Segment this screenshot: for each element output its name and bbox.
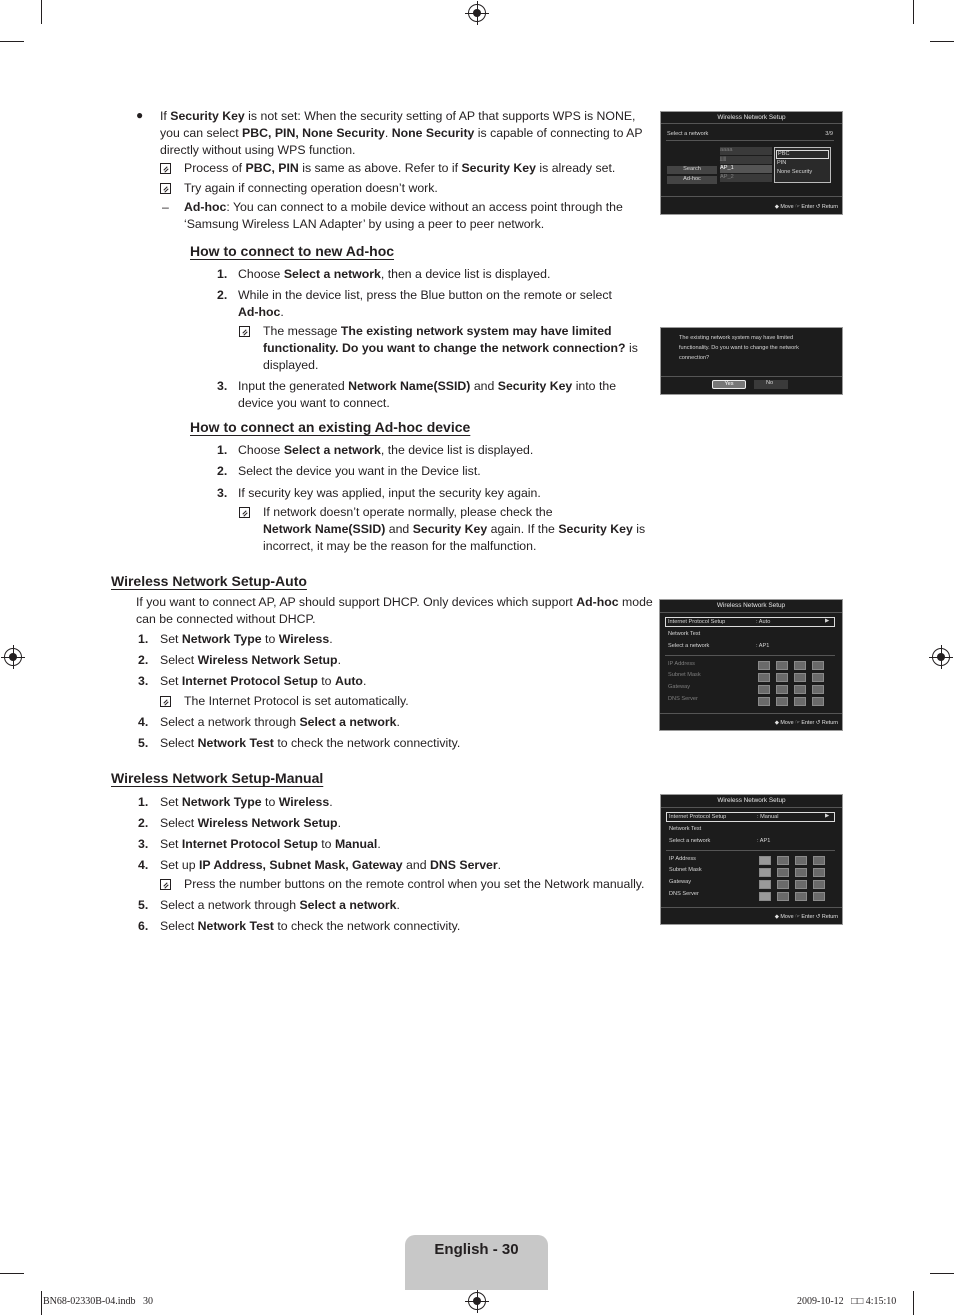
ip-field [794,661,806,670]
ip-field[interactable] [795,856,807,865]
row-label[interactable]: Select a network [669,838,711,844]
text: mode [618,595,653,609]
text: and [470,379,498,393]
text-bold: PBC, PIN [245,161,299,175]
ip-field[interactable] [795,868,807,877]
text: Select a network [283,267,381,281]
row-label: Internet Protocol Setup [668,619,726,625]
existing-adhoc-step-1 [217,442,647,459]
crop-mark [0,1273,24,1274]
screen-footer: ◆ Move ☞ Enter ↺ Return [774,720,838,726]
text: 6. [138,919,149,933]
crop-mark [41,0,42,24]
note-icon [160,163,171,174]
crop-mark [930,41,954,42]
ip-field[interactable] [777,856,789,865]
text: ‘Samsung Wireless LAN Adapter’ by using a peer to peer network. [184,216,545,231]
screen-setup-manual [660,794,843,925]
text: displayed. [263,357,319,372]
message-line: connection? [679,355,710,361]
network-list-item[interactable]: aaaa [720,147,772,155]
heading-manual: Wireless Network Setup-Manual [111,770,324,786]
text: Try again if connecting operation doesn’t work. [184,181,438,195]
step-number: 2. [217,464,228,478]
text: and [385,521,413,536]
text: If security key was applied, input the security key again. [238,486,541,500]
ip-field[interactable] [813,880,825,889]
ip-field [758,697,770,706]
text: to [317,837,335,851]
text: . [377,837,381,851]
footer-date: 2009-10-12 □□ 4:15:10 [797,1296,897,1307]
text: 3. [138,674,149,688]
new-adhoc-note [239,323,649,373]
auto-step-5 [138,735,638,752]
text: . [329,632,333,646]
note-icon [239,326,250,337]
auto-note [160,693,650,710]
text: is already set. [536,161,616,175]
ip-field [812,685,824,694]
row-label: Internet Protocol Setup [669,814,727,820]
text: Select [160,736,198,750]
text: you can select [160,125,243,140]
manual-step-1 [138,794,648,811]
text: can be connected without DHCP. [136,611,316,626]
text: Select [160,816,198,830]
step-number: 2. [217,288,228,302]
ip-field [812,661,824,670]
text: is same as above. Refer to if [298,161,462,175]
text: Select the device you want in the Device list. [238,464,481,478]
ip-row-label: Subnet Mask [669,867,702,873]
text: to check the network connectivity. [273,736,461,750]
screen-footer: ◆ Move ☞ Enter ↺ Return [774,914,838,920]
text: 1. [138,795,149,809]
row-value: : Auto [756,619,771,625]
text: Auto [334,674,363,688]
crop-mark [0,41,24,42]
row-value: : AP1 [757,838,771,844]
ip-field [794,685,806,694]
manual-step-6 [138,918,648,935]
text: . [337,816,341,830]
manual-step-2 [138,815,648,832]
footer-file-name: BN68-02330B-04.indb 30 [43,1296,153,1307]
text: Network Test [197,736,274,750]
text: to [261,632,279,646]
ip-field[interactable] [777,868,789,877]
ip-row-label: IP Address [668,661,695,667]
ip-field [794,697,806,706]
text: and [402,858,430,872]
text: Security Key [497,379,573,393]
manual-step-3 [138,836,648,853]
ip-row-label: Gateway [668,684,691,690]
ip-field[interactable] [759,892,771,901]
text: 1. [138,632,149,646]
text: Process of [184,161,246,175]
ip-field [794,673,806,682]
row-label[interactable]: Select a network [668,643,710,649]
text: 3. [138,837,149,851]
ip-field [812,673,824,682]
ip-field[interactable] [759,856,771,865]
text: 2. [138,816,149,830]
manual-step-4 [138,857,648,874]
text: . [280,304,284,319]
screen-confirm [660,327,843,395]
text: Select [160,919,198,933]
screen-title: Wireless Network Setup [717,797,786,804]
crop-mark [913,1291,914,1315]
registration-mark-icon [468,1292,486,1310]
text: Security Key [412,521,488,536]
text: Wireless Network Setup [197,653,338,667]
existing-adhoc-step-2 [217,463,647,480]
registration-mark-icon [468,4,486,22]
arrow-right-icon[interactable]: ▶ [825,813,830,819]
text: Set [160,795,182,809]
ip-row-label: Subnet Mask [668,672,701,678]
ip-field [776,661,788,670]
text-bold: PBC, PIN, None Security [242,125,385,140]
text: , the device list is displayed. [380,443,534,457]
auto-step-3 [138,673,638,690]
ip-row-label: DNS Server [669,891,699,897]
text: Ad-hoc [238,304,281,319]
text: Set [160,632,182,646]
text: is capable of connecting to AP [474,125,643,140]
text: Network Name(SSID) [348,379,471,393]
auto-step-4 [138,714,638,731]
text: If you want to connect AP, AP should support DHCP. Only devices which support [136,595,577,609]
text: Wireless [278,632,330,646]
text: The message [263,324,341,338]
text: Press the number buttons on the remote control when you set the Network manually. [184,877,645,891]
screen-footer: ◆ Move ☞ Enter ↺ Return [774,204,838,210]
auto-step-2 [138,652,638,669]
page-number-tab [405,1235,548,1290]
text: Internet Protocol Setup [181,674,318,688]
text: . [396,715,400,729]
text: , then a device list is displayed. [380,267,551,281]
ip-field[interactable] [795,880,807,889]
row-label[interactable]: Network Test [668,631,701,637]
ip-field [758,685,770,694]
text: Security Key [558,521,633,536]
text-bold: Security Key [170,109,245,123]
note-process [160,160,650,177]
text: Network Type [181,795,262,809]
screen-page: 3/9 [825,131,833,137]
ip-field [758,673,770,682]
text: . [384,125,392,140]
ip-field[interactable] [759,868,771,877]
existing-adhoc-step-3 [217,485,647,502]
text: Wireless Network Setup [197,816,338,830]
text: The Internet Protocol is set automatically. [184,694,409,708]
text: Choose [238,443,284,457]
page-number: English - 30 [434,1241,519,1258]
ip-field[interactable] [759,880,771,889]
text: . [329,795,333,809]
text: : You can connect to a mobile device without an access point through the [226,200,623,214]
crop-mark [930,1273,954,1274]
yes-button[interactable]: Yes [712,380,746,389]
text: Set [160,674,182,688]
text: If network doesn’t operate normally, please check the [263,505,553,519]
network-list-item[interactable]: jjjjj [720,156,772,164]
bullet-security-key [136,108,651,158]
text: into the [572,379,617,393]
new-adhoc-step-2 [217,287,647,321]
text: Select a network [299,898,397,912]
pbc-option[interactable]: PBC [776,150,829,159]
ip-row-label: IP Address [669,856,696,862]
screen-title: Wireless Network Setup [716,602,786,609]
step-number: 3. [217,379,228,393]
pin-option[interactable]: PIN [777,160,787,166]
ip-row-label: Gateway [669,879,692,885]
heading-auto: Wireless Network Setup-Auto [111,573,307,589]
network-list-item[interactable]: AP_1 [720,165,772,173]
no-button[interactable]: No [754,380,788,389]
existing-adhoc-note [239,504,649,554]
text: is not set: When the security setting of AP that supports WPS is NONE, [244,109,636,123]
text: . [396,898,400,912]
bullet-icon: ● [136,108,144,122]
message-line: The existing network system may have limited [679,335,794,341]
registration-mark-icon [932,648,950,666]
note-try-again [160,180,650,197]
ip-field[interactable] [813,868,825,877]
manual-note [160,876,660,893]
note-icon [239,507,250,518]
text: functionality. Do you want to change the network connection? [263,340,626,355]
text: incorrect, it may be the reason for the malfunction. [263,538,537,553]
search-button[interactable]: Search [667,166,717,174]
text: Choose [238,267,284,281]
text-bold: Ad-hoc [184,200,227,214]
text: to [317,674,335,688]
registration-mark-icon [4,648,22,666]
text: is [625,340,638,355]
adhoc-button[interactable]: Ad-hoc [667,176,717,184]
text: Input the generated [238,379,349,393]
step-number: 3. [217,486,228,500]
text: Manual [334,837,378,851]
ip-field[interactable] [777,880,789,889]
text: The existing network system may have limited [340,324,612,338]
text: IP Address, Subnet Mask, Gateway [198,858,403,872]
note-icon [160,879,171,890]
text: is [632,521,646,536]
ip-field[interactable] [795,892,807,901]
note-icon [160,696,171,707]
adhoc-item [162,199,652,233]
text: 2. [138,653,149,667]
crop-mark [913,0,914,24]
text: Select a network [299,715,397,729]
auto-step-1 [138,631,638,648]
text: Network Test [197,919,274,933]
crop-mark [41,1291,42,1315]
heading-new-adhoc: How to connect to new Ad-hoc [190,243,395,259]
ip-field [776,697,788,706]
row-label[interactable]: Network Test [669,826,702,832]
network-list-item[interactable]: AP_2 [720,174,772,182]
ip-row-label: DNS Server [668,696,698,702]
new-adhoc-step-3 [217,378,647,412]
text: . [337,653,341,667]
text: again. If the [487,521,559,536]
text: While in the device list, press the Blue button on the remote or select [238,288,612,302]
ip-field[interactable] [813,892,825,901]
text: Set up [160,858,199,872]
new-adhoc-step-1 [217,266,647,283]
screen-label: Select a network [667,131,709,137]
ip-field [812,697,824,706]
text: Set [160,837,182,851]
message-line: functionality. Do you want to change the network [679,345,799,351]
note-icon [160,183,171,194]
text: 5. [138,736,149,750]
text: DNS Server [429,858,498,872]
text: Select [160,653,198,667]
screen-title: Wireless Network Setup [717,114,786,121]
step-number: 1. [217,443,228,457]
text: Ad-hoc [576,595,619,609]
text: to check the network connectivity. [273,919,461,933]
text: Select a network [283,443,381,457]
text: Wireless [278,795,330,809]
text: Network Type [181,632,262,646]
text: 4. [138,858,149,872]
text: Network Name(SSID) [263,521,386,536]
ip-field [776,673,788,682]
screen-setup-auto [659,599,843,731]
step-number: 1. [217,267,228,281]
text: 5. [138,898,149,912]
text: . [497,858,502,872]
text: 4. [138,715,149,729]
text: Select a network through [160,898,300,912]
text: If [160,109,171,123]
ip-field [776,685,788,694]
text: Internet Protocol Setup [181,837,318,851]
ip-field[interactable] [777,892,789,901]
dash: – [162,200,169,214]
manual-step-5 [138,897,648,914]
arrow-right-icon[interactable]: ▶ [825,618,830,624]
text: device you want to connect. [238,395,390,410]
auto-intro [136,594,656,628]
text: to [261,795,279,809]
row-value: : AP1 [756,643,770,649]
text: directly without using WPS function. [160,142,356,157]
text: Select a network through [160,715,300,729]
text: . [362,674,367,688]
text-bold: None Security [391,125,475,140]
ip-field[interactable] [813,856,825,865]
heading-existing-adhoc: How to connect an existing Ad-hoc device [190,419,471,435]
ip-field [758,661,770,670]
text-bold: Security Key [461,161,536,175]
screen-wps-select [660,111,843,215]
row-value: : Manual [757,814,779,820]
none-security-option[interactable]: None Security [777,169,813,175]
